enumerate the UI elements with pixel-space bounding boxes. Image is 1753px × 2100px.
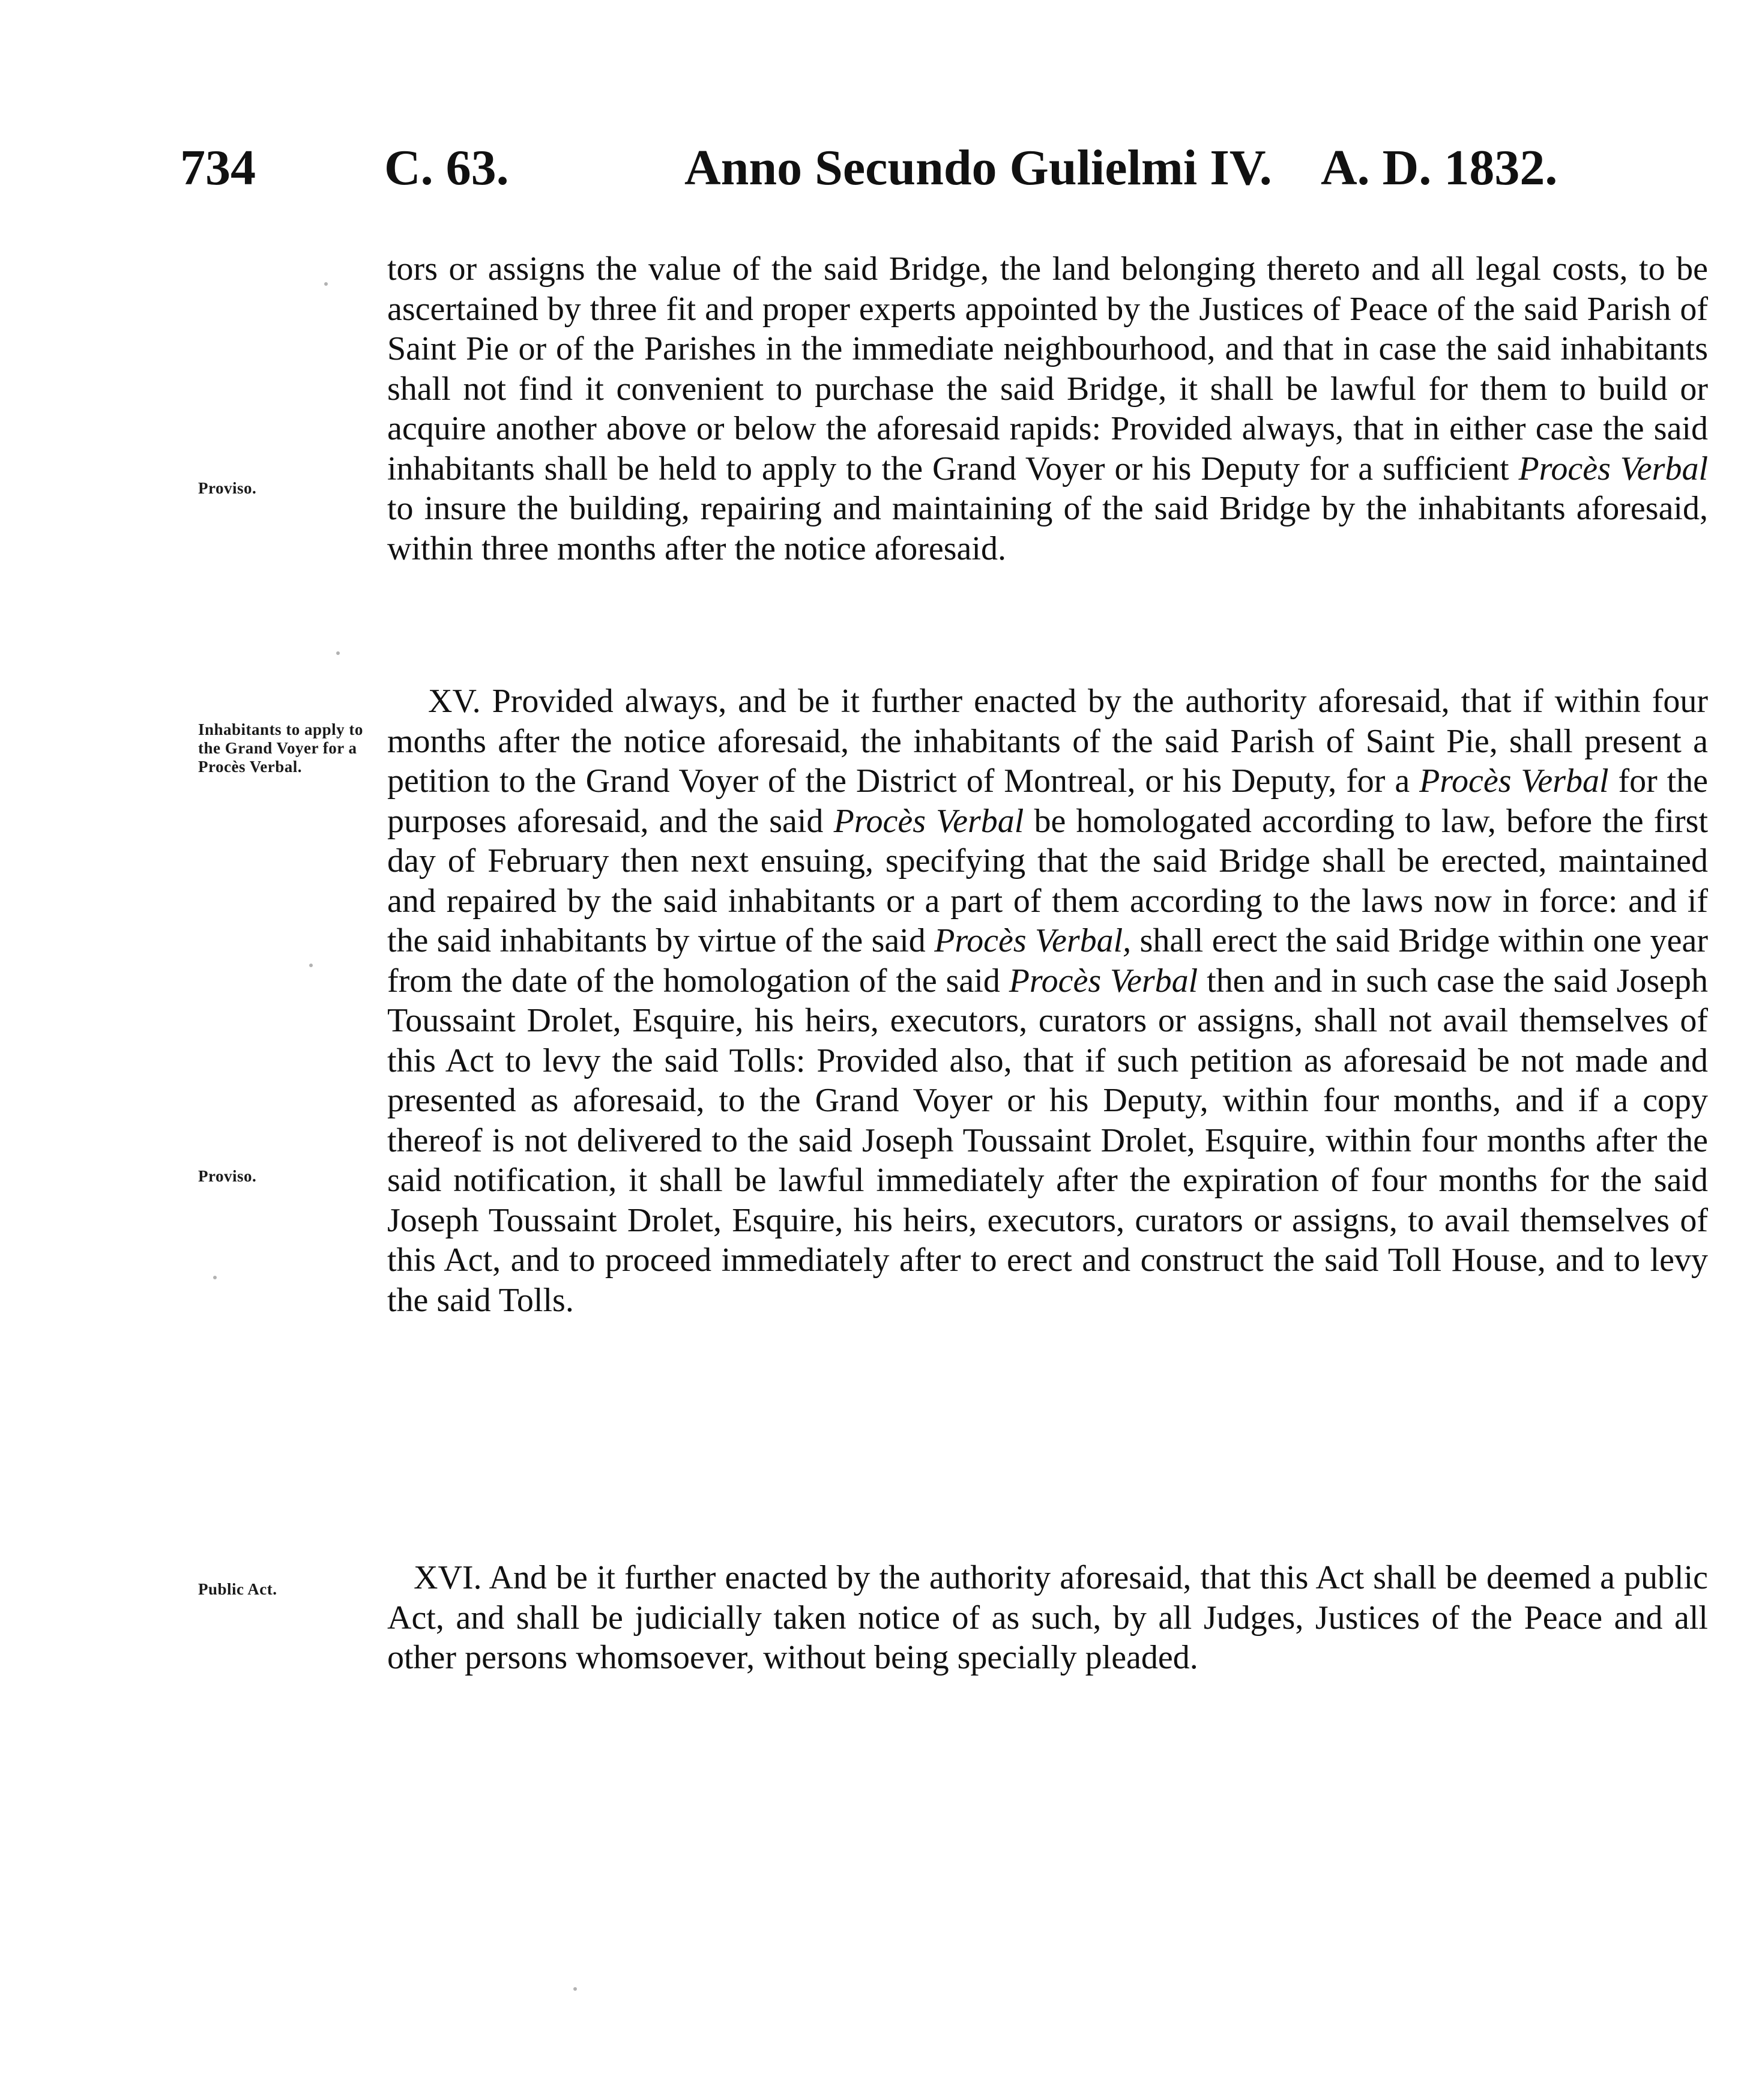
scan-speck [324, 282, 328, 286]
paragraph-italic: Procès Verbal [833, 802, 1024, 840]
scan-speck [336, 651, 340, 655]
running-title: Anno Secundo Gulielmi IV. [684, 140, 1272, 196]
margin-note-inhabitants: Inhabitants to apply to the Grand Voyer for a Procès Verbal. [198, 720, 363, 776]
margin-note-proviso-2: Proviso. [198, 1167, 257, 1185]
margin-note-proviso: Proviso. [198, 479, 257, 497]
paragraph-text: then and in such case the said Joseph Toussaint Drolet, Esquire, his heirs, executors, curators or assigns, shall not avail themselves of this Act to levy the said Tolls: Provided also, that if such petition as aforesaid be not made and presented as aforesaid, to the Grand Voyer or his Deputy, within four months, and if a copy thereof is not delivered to the said Joseph Toussaint Drolet, Esquire, within four months after the said notification, it shall be lawful immediately after the expiration of four months for the said Joseph Toussaint Drolet, Esquire, his heirs, executors, curators or assigns, to avail themselves of this Act, and to proceed immediately after to erect and construct the said Toll House, and to levy the said Tolls. [387, 962, 1709, 1319]
chapter-number: C. 63. [384, 140, 509, 196]
paragraph-text: for the purposes aforesaid, and the said [387, 762, 1709, 840]
section-xvi [387, 1558, 1708, 1678]
paragraph-text: to insure the building, repairing and maintaining of the said Bridge by the inhabitants aforesaid, within three months after the notice aforesaid. [387, 490, 1708, 567]
section-xv [387, 681, 1708, 1320]
paragraph-text: XVI. And be it further enacted by the authority aforesaid, that this Act shall be deemed a public Act, and shall be judicially taken notice of as such, by all Judges, Justices of the Peace and all other persons whomsoever, without being specially pleaded. [387, 1559, 1708, 1676]
paragraph-text: tors or assigns the value of the said Bridge, the land belonging thereto and all legal costs, to be ascertained by three fit and proper experts appointed by the Justices of Peace of the said Parish of Saint Pie or of the Parishes in the immediate neighbourhood, and that in case the said inhabitants shall not find it convenient to purchase the said Bridge, it shall be lawful for them to build or acquire another above or below the aforesaid rapids: Provided always, that in either case the said inhabitants shall be held to apply to the Grand Voyer or his Deputy for a sufficient [387, 250, 1708, 487]
running-header [180, 135, 1717, 201]
paragraph-italic: Procès Verbal [1009, 962, 1198, 1000]
page-number: 734 [180, 140, 256, 196]
year-label: A. D. 1832. [1321, 140, 1558, 196]
paragraph-italic: Procès Verbal [1518, 450, 1708, 487]
margin-note-public-act: Public Act. [198, 1580, 277, 1598]
paragraph-text: shall erect the said Bridge within one year from the date of the homologation of the said [387, 922, 1709, 1000]
paragraph-text: be homologated according to law, before the first day of February then next ensuing, specifying that the said Bridge shall be erected, maintained and repaired by the said inhabitants or a part of them according to the laws now in force: and if the said inhabitants by virtue of the said [387, 802, 1709, 959]
scan-speck [213, 1276, 217, 1279]
paragraph-text: XV. Provided always, and be it further enacted by the authority aforesaid, that if within four months after the notice aforesaid, the inhabitants of the said Parish of Saint Pie, shall present a petition to the Grand Voyer of the District of Montreal, or his Deputy, for a [387, 683, 1708, 800]
scan-speck [573, 1987, 577, 1991]
paragraph-italic: Procès Verbal [1419, 762, 1609, 800]
paragraph-continuation [387, 249, 1708, 569]
scan-speck [309, 964, 313, 967]
paragraph-italic: Procès Verbal, [934, 922, 1132, 959]
